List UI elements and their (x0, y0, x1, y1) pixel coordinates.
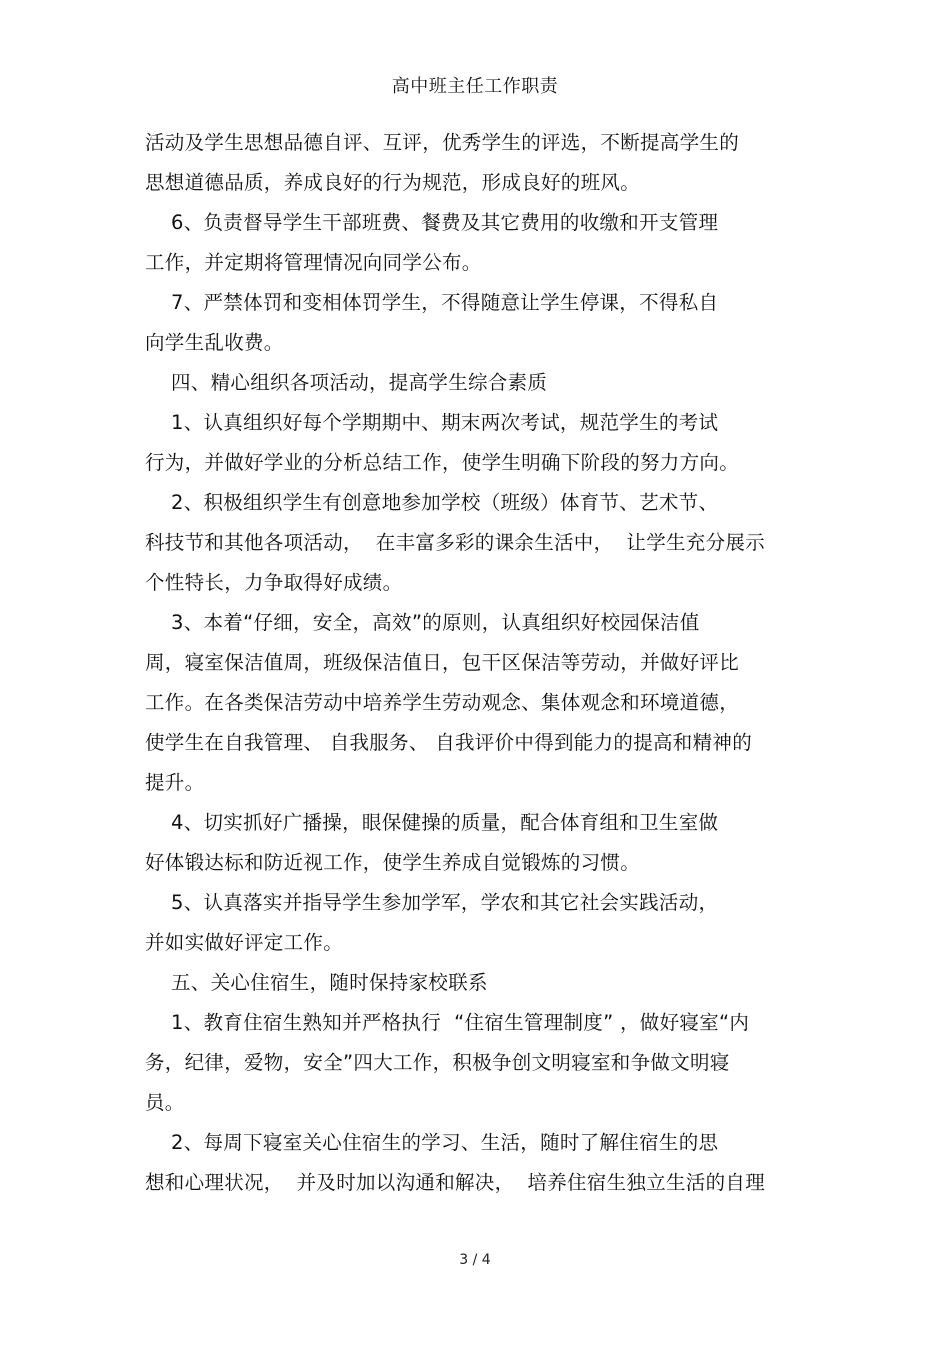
body-line: 工作，并定期将管理情况向同学公布。 (145, 251, 482, 274)
body-line: 1、认真组织好每个学期期中、期末两次考试，规范学生的考试 (145, 411, 719, 434)
body-line: 2、每周下寝室关心住宿生的学习、生活，随时了解住宿生的思 (145, 1131, 719, 1154)
body-line: 提升。 (145, 771, 205, 794)
page-header-title: 高中班主任工作职责 (391, 76, 559, 97)
body-line: 5、认真落实并指导学生参加学军，学农和其它社会实践活动， (145, 891, 719, 914)
body-line: 好体锻达标和防近视工作，使学生养成自觉锻炼的习惯。 (145, 851, 641, 874)
body-line: 使学生在自我管理、 自我服务、 自我评价中得到能力的提高和精神的 (145, 731, 752, 754)
section-heading: 四、精心组织各项活动，提高学生综合素质 (145, 371, 548, 394)
body-line: 科技节和其他各项活动， 在丰富多彩的课余生活中， 让学生充分展示 (145, 531, 765, 554)
body-line: 向学生乱收费。 (145, 331, 284, 354)
body-line: 工作。在各类保洁劳动中培养学生劳动观念、集体观念和环境道德， (145, 691, 740, 714)
body-line: 行为，并做好学业的分析总结工作，使学生明确下阶段的努力方向。 (145, 451, 740, 474)
body-line: 务，纪律，爱物，安全”四大工作，积极争创文明寝室和争做文明寝 (145, 1051, 730, 1074)
section-heading: 五、关心住宿生，随时保持家校联系 (145, 971, 488, 994)
page-number: 3 / 4 (459, 1252, 491, 1268)
body-line: 7、严禁体罚和变相体罚学生，不得随意让学生停课，不得私自 (145, 291, 719, 314)
body-line: 1、教育住宿生熟知并严格执行 “住宿生管理制度” ，做好寝室“内 (145, 1011, 750, 1034)
body-line: 周，寝室保洁值周，班级保洁值日，包干区保洁等劳动，并做好评比 (145, 651, 740, 674)
body-line: 思想道德品质，养成良好的行为规范，形成良好的班风。 (145, 171, 641, 194)
body-line: 3、本着“仔细，安全，高效”的原则，认真组织好校园保洁值 (145, 611, 700, 634)
body-line: 活动及学生思想品德自评、互评，优秀学生的评选，不断提高学生的 (145, 131, 740, 154)
body-line: 员。 (145, 1091, 185, 1114)
body-line: 并如实做好评定工作。 (145, 931, 344, 954)
body-line: 4、切实抓好广播操，眼保健操的质量，配合体育组和卫生室做 (145, 811, 719, 834)
body-line: 2、积极组织学生有创意地参加学校（班级）体育节、艺术节、 (145, 491, 719, 514)
document-body (145, 123, 825, 1203)
body-line: 想和心理状况， 并及时加以沟通和解决， 培养住宿生独立生活的自理 (145, 1171, 765, 1194)
body-line: 个性特长，力争取得好成绩。 (145, 571, 403, 594)
body-line: 6、负责督导学生干部班费、餐费及其它费用的收缴和开支管理 (145, 211, 719, 234)
